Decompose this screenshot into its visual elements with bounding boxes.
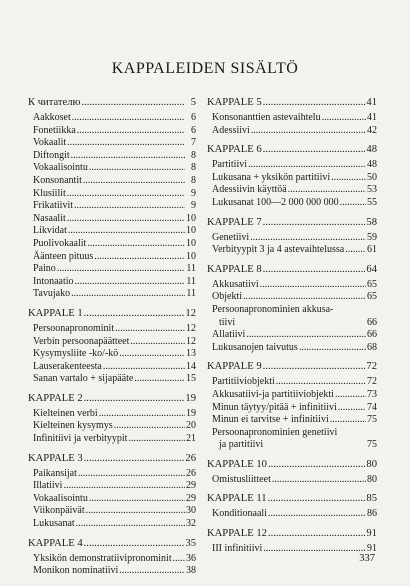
toc-entry[interactable] [28, 263, 196, 276]
toc-entry-label: Konditionaali [212, 508, 267, 520]
dot-leader [288, 184, 366, 197]
toc-entry[interactable] [207, 232, 377, 245]
toc-entry[interactable] [28, 175, 196, 188]
toc-entry-page: 85 [366, 493, 377, 505]
dot-leader [71, 150, 185, 163]
toc-entry[interactable] [28, 188, 196, 201]
dot-leader [115, 323, 185, 336]
toc-entry-page: 59 [367, 231, 377, 243]
toc-entry-label: Omistusliitteet [212, 473, 271, 485]
toc-entry-label: Partitiiviobjekti [212, 376, 275, 388]
dot-leader [76, 518, 185, 531]
toc-entry-label: Objekti [212, 291, 242, 303]
toc-entry-label: KAPPALE 2 [28, 392, 83, 404]
dot-leader [338, 402, 366, 415]
toc-chapter-entry[interactable] [28, 452, 196, 466]
toc-entry[interactable] [28, 112, 196, 125]
toc-left-column [28, 96, 196, 578]
dot-leader [268, 492, 366, 506]
toc-entry[interactable] [28, 225, 196, 238]
dot-leader [272, 474, 366, 487]
toc-chapter-entry[interactable] [28, 537, 196, 551]
toc-entry-page: 10 [186, 250, 196, 262]
toc-entry[interactable] [28, 420, 196, 433]
dot-leader [84, 307, 185, 321]
toc-entry-page: 68 [367, 341, 377, 353]
toc-entry[interactable] [28, 238, 196, 251]
toc-entry-page: 8 [191, 174, 196, 186]
toc-entry-label: Puolivokaalit [33, 237, 87, 249]
dot-leader [67, 213, 185, 226]
toc-entry[interactable] [28, 213, 196, 226]
toc-entry-label: Lukusana + yksikön partitiivi [212, 171, 331, 183]
toc-entry-label: Diftongit [33, 149, 70, 161]
toc-entry[interactable] [207, 244, 377, 257]
toc-chapter-entry[interactable] [28, 307, 196, 321]
dot-leader [268, 508, 366, 521]
toc-entry-label: Verbin persoonapäätteet [33, 335, 130, 347]
toc-entry[interactable] [207, 172, 377, 185]
toc-entry[interactable] [207, 159, 377, 172]
dot-leader [263, 143, 366, 157]
toc-entry-label: Allatiivi [212, 329, 246, 341]
toc-entry-label: Lukusanat 100—2 000 000 000 [212, 196, 339, 208]
dot-leader [57, 263, 185, 276]
dot-leader [71, 288, 185, 301]
toc-entry-label: Viikonpäivät [33, 505, 85, 517]
toc-entry-label: KAPPALE 4 [28, 537, 83, 549]
toc-entry[interactable] [207, 427, 377, 440]
toc-entry-label: Likvidat [33, 225, 67, 237]
dot-leader [276, 376, 366, 389]
toc-entry-page: 11 [186, 263, 196, 275]
toc-entry-page: 10 [186, 212, 196, 224]
toc-entry[interactable] [207, 389, 377, 402]
toc-entry[interactable] [207, 291, 377, 304]
toc-entry-page: 65 [367, 291, 377, 303]
toc-entry-label: Intonaatio [33, 275, 74, 287]
dot-leader [128, 433, 185, 446]
toc-entry-page: 58 [366, 216, 377, 228]
toc-entry[interactable] [28, 565, 196, 578]
dot-leader [84, 537, 185, 551]
page-title: KAPPALEIDEN SISÄLTÖ [111, 60, 299, 77]
toc-entry-label: KAPPALE 9 [207, 361, 262, 373]
toc-entry-label: Paino [33, 263, 56, 275]
toc-entry-page: 66 [367, 329, 377, 341]
toc-entry-page: 73 [367, 388, 377, 400]
toc-entry-page: 61 [367, 244, 377, 256]
toc-entry[interactable] [28, 125, 196, 138]
toc-entry[interactable] [207, 125, 377, 138]
toc-chapter-entry[interactable] [207, 360, 377, 374]
toc-entry-page: 11 [186, 288, 196, 300]
toc-entry-page: 35 [185, 537, 196, 549]
toc-chapter-entry[interactable] [207, 492, 377, 506]
toc-entry-label: Monikon nominatiivi [33, 565, 119, 577]
toc-entry[interactable] [28, 468, 196, 481]
dot-leader [89, 162, 185, 175]
toc-entry[interactable] [28, 336, 196, 349]
dot-leader [99, 408, 185, 421]
toc-entry[interactable] [207, 508, 377, 521]
toc-entry-label: Adessiivi [212, 124, 250, 136]
toc-entry-label: Yksikön demonstratiivipronominit [33, 552, 172, 564]
toc-entry-page: 5 [190, 97, 196, 108]
toc-entry-label: Kielteinen verbi [33, 407, 98, 419]
dot-leader [263, 360, 366, 374]
dot-leader [246, 329, 366, 342]
toc-entry-page: 55 [367, 196, 377, 208]
toc-entry-page: 26 [185, 452, 196, 464]
toc-entry-page: 19 [186, 407, 196, 419]
toc-entry-label: tiivi [219, 316, 236, 328]
toc-entry-label: Kysymysliite -ko/-kö [33, 348, 119, 360]
toc-entry-label: Persoonapronominien akkusa- [212, 303, 334, 315]
toc-entry[interactable] [207, 439, 377, 452]
dot-leader [243, 291, 366, 304]
toc-entry-page: 41 [367, 112, 377, 123]
toc-entry[interactable] [207, 402, 377, 415]
toc-entry-label: Vokaalit [33, 137, 67, 149]
toc-entry-page: 36 [186, 552, 196, 564]
dot-leader [86, 505, 185, 518]
page-number: 337 [359, 553, 375, 564]
dot-leader [84, 452, 185, 466]
dot-leader [322, 112, 366, 125]
toc-entry-page: 7 [191, 137, 196, 149]
toc-entry[interactable] [28, 288, 196, 301]
dot-leader [260, 279, 366, 292]
toc-entry-page: 29 [186, 480, 196, 492]
dot-leader [268, 527, 365, 541]
toc-entry-page: 48 [366, 144, 377, 156]
toc-entry-label: Minun ei tarvitse + infinitiivi [212, 414, 329, 426]
toc-entry[interactable] [28, 162, 196, 175]
toc-entry-page: 48 [367, 159, 377, 171]
toc-entry-label: KAPPALE 12 [207, 528, 267, 540]
toc-entry-page: 10 [186, 237, 196, 249]
toc-entry-label: KAPPALE 11 [207, 493, 267, 505]
toc-entry-label: Vokaalisointu [33, 162, 88, 174]
toc-entry-page: 64 [366, 263, 377, 275]
toc-entry[interactable] [28, 518, 196, 531]
toc-chapter-entry[interactable] [207, 458, 377, 472]
toc-entry[interactable] [207, 317, 377, 330]
toc-entry[interactable] [28, 251, 196, 264]
toc-entry-page: 91 [367, 543, 377, 555]
toc-entry-page: 12 [185, 307, 196, 319]
toc-entry-page: 6 [191, 124, 196, 136]
toc-entry-page: 11 [186, 275, 196, 287]
toc-entry-label: Frikatiivit [33, 200, 73, 212]
dot-leader [263, 216, 366, 230]
toc-entry-label: Lukusanojen taivutus [212, 341, 298, 353]
dot-leader [68, 225, 185, 238]
toc-entry-page: 8 [191, 162, 196, 174]
toc-entry-page: 91 [366, 528, 377, 540]
toc-entry[interactable] [207, 112, 377, 125]
toc-entry-label: KAPPALE 1 [28, 307, 83, 319]
dot-leader [119, 348, 185, 361]
toc-entry-label: Persoonapronominit [33, 322, 115, 334]
toc-entry-label: Lukusanat [33, 518, 75, 530]
dot-leader [335, 389, 366, 402]
toc-entry-page: 9 [191, 200, 196, 212]
toc-entry-label: Verbityypit 3 ja 4 astevaihtelussa [212, 244, 345, 256]
toc-entry-label: KAPPALE 5 [207, 97, 262, 108]
toc-entry-page: 75 [367, 439, 377, 451]
toc-entry-page: 66 [367, 316, 377, 328]
toc-entry-page: 15 [186, 373, 196, 385]
toc-entry-label: Vokaalisointu [33, 492, 88, 504]
toc-entry-page: 12 [186, 322, 196, 334]
toc-right-column [207, 96, 377, 556]
dot-leader [263, 263, 366, 277]
toc-entry-page: 41 [366, 97, 377, 108]
toc-entry-label: Illatiivi [33, 480, 63, 492]
toc-entry-label: Kielteinen kysymys [33, 420, 113, 432]
dot-leader [67, 188, 185, 201]
toc-chapter-entry[interactable] [207, 143, 377, 157]
toc-entry-page: 53 [367, 184, 377, 196]
toc-entry-label: KAPPALE 8 [207, 263, 262, 275]
toc-entry-page: 30 [186, 505, 196, 517]
toc-entry-page: 86 [367, 508, 377, 520]
toc-entry[interactable] [28, 373, 196, 386]
toc-entry-label: Fonetiikka [33, 124, 76, 136]
toc-entry-page: 72 [366, 361, 377, 373]
toc-chapter-entry[interactable] [28, 96, 196, 110]
toc-entry[interactable] [207, 304, 377, 317]
toc-chapter-entry[interactable] [207, 527, 377, 541]
dot-leader [119, 565, 185, 578]
toc-entry-page: 14 [186, 360, 196, 372]
toc-entry[interactable] [207, 184, 377, 197]
dot-leader [268, 458, 365, 472]
toc-entry-label: Aakkoset [33, 112, 71, 123]
toc-entry[interactable] [28, 553, 196, 566]
dot-leader [299, 342, 366, 355]
dot-leader [340, 197, 366, 210]
toc-entry[interactable] [207, 279, 377, 292]
toc-entry-label: Infinitiivi ja verbityypit [33, 433, 128, 445]
dot-leader [331, 172, 366, 185]
toc-entry-label: Akkusatiivi [212, 278, 259, 290]
toc-entry[interactable] [28, 493, 196, 506]
dot-leader [250, 232, 366, 245]
toc-entry-page: 65 [367, 278, 377, 290]
toc-entry-page: 8 [191, 149, 196, 161]
dot-leader [72, 112, 185, 125]
toc-chapter-entry[interactable] [207, 216, 377, 230]
dot-leader [114, 420, 185, 433]
toc-entry[interactable] [207, 543, 377, 556]
toc-entry-page: 20 [186, 420, 196, 432]
dot-leader [83, 175, 185, 188]
toc-entry-page: 74 [367, 401, 377, 413]
dot-leader [94, 251, 185, 264]
toc-entry-page: 6 [191, 112, 196, 123]
toc-entry-page: 80 [367, 473, 377, 485]
toc-entry-page: 42 [367, 124, 377, 136]
toc-chapter-entry[interactable] [28, 392, 196, 406]
toc-entry-label: Minun täytyy/pitää + infinitiivi [212, 401, 337, 413]
dot-leader [87, 238, 185, 251]
dot-leader [345, 244, 366, 257]
toc-entry-label: Klusiilit [33, 187, 66, 199]
toc-entry-label: KAPPALE 7 [207, 216, 262, 228]
toc-entry-label: Paikansijat [33, 467, 77, 479]
toc-entry-page: 32 [186, 518, 196, 530]
toc-entry-label: Genetiivi [212, 231, 250, 243]
toc-entry-label: Persoonapronominien genetiivi [212, 426, 338, 438]
toc-entry-label: Konsonanttien astevaihtelu [212, 112, 321, 123]
toc-entry-label: III infinitiivi [212, 543, 263, 555]
toc-entry-page: 38 [186, 565, 196, 577]
toc-entry-page: 10 [186, 225, 196, 237]
toc-entry[interactable] [28, 276, 196, 289]
toc-entry[interactable] [207, 197, 377, 210]
dot-leader [251, 125, 366, 138]
dot-leader [330, 414, 366, 427]
dot-leader [75, 276, 185, 289]
toc-entry-label: Adessiivin käyttöä [212, 184, 287, 196]
dot-leader [67, 137, 185, 150]
toc-entry[interactable] [28, 408, 196, 421]
dot-leader [78, 468, 185, 481]
toc-entry[interactable] [28, 480, 196, 493]
toc-entry-label: К читателю [28, 97, 81, 108]
toc-entry[interactable] [28, 200, 196, 213]
dot-leader [130, 336, 185, 349]
toc-entry-page: 72 [367, 376, 377, 388]
dot-leader [103, 361, 185, 374]
toc-entry[interactable] [207, 414, 377, 427]
toc-entry-label: Partitiivi [212, 159, 247, 171]
toc-entry-page: 19 [185, 392, 196, 404]
toc-entry-label: KAPPALE 6 [207, 144, 262, 156]
toc-entry-page: 75 [367, 414, 377, 426]
toc-entry[interactable] [28, 150, 196, 163]
toc-entry[interactable] [28, 323, 196, 336]
toc-entry-label: Konsonantit [33, 174, 82, 186]
toc-entry[interactable] [207, 342, 377, 355]
dot-leader [173, 553, 185, 566]
dot-leader [263, 96, 366, 110]
toc-chapter-entry[interactable] [207, 263, 377, 277]
toc-entry-label: Sanan vartalo + sijapääte [33, 373, 134, 385]
toc-entry-page: 29 [186, 492, 196, 504]
dot-leader [63, 480, 185, 493]
dot-leader [134, 373, 185, 386]
toc-entry-page: 21 [186, 433, 196, 445]
toc-entry-page: 12 [186, 335, 196, 347]
dot-leader [89, 493, 185, 506]
toc-entry[interactable] [28, 137, 196, 150]
dot-leader [74, 200, 185, 213]
toc-chapter-entry[interactable] [207, 96, 377, 110]
toc-entry[interactable] [28, 348, 196, 361]
toc-entry[interactable] [28, 433, 196, 446]
dot-leader [84, 392, 185, 406]
toc-entry-label: Äänteen pituus [33, 250, 94, 262]
toc-entry[interactable] [28, 361, 196, 374]
dot-leader [263, 543, 366, 556]
toc-entry[interactable] [207, 474, 377, 487]
toc-entry-label: KAPPALE 3 [28, 452, 83, 464]
dot-leader [81, 96, 185, 110]
dot-leader [77, 125, 185, 138]
toc-entry-label: KAPPALE 10 [207, 458, 267, 470]
toc-entry-page: 80 [366, 458, 377, 470]
toc-entry[interactable] [207, 329, 377, 342]
toc-entry[interactable] [207, 376, 377, 389]
toc-entry-label: Nasaalit [33, 212, 66, 224]
toc-entry-page: 50 [367, 171, 377, 183]
toc-entry[interactable] [28, 505, 196, 518]
toc-entry-page: 9 [191, 187, 196, 199]
toc-entry-page: 26 [186, 467, 196, 479]
toc-entry-label: Lauserakenteesta [33, 360, 102, 372]
toc-entry-label: ja partitiivi [219, 439, 264, 451]
toc-entry-label: Akkusatiivi-ja partitiiviobjekti [212, 388, 334, 400]
dot-leader [248, 159, 366, 172]
toc-entry-page: 13 [186, 348, 196, 360]
toc-entry-label: Tavujako [33, 288, 71, 300]
